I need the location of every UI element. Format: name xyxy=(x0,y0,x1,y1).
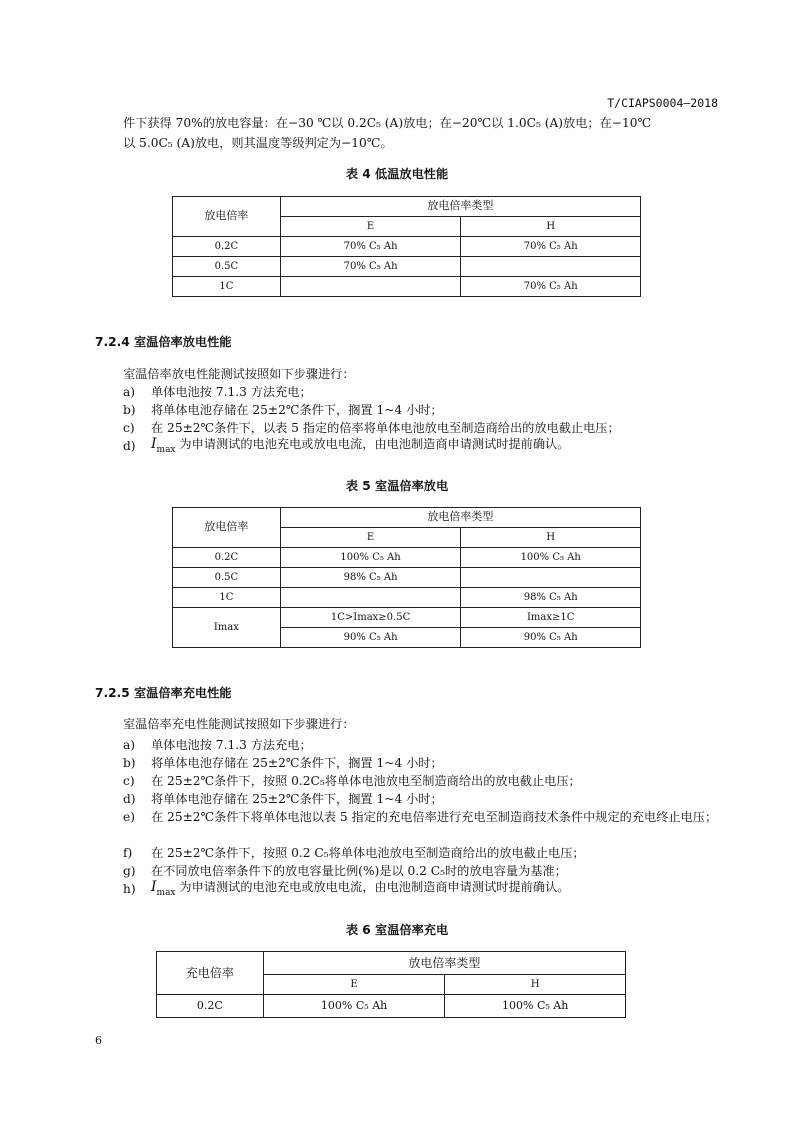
item-h-text: 为申请测试的电池充电或放电电流，由电池制造商申请测试时提前确认。 xyxy=(175,880,570,895)
table-row xyxy=(173,608,641,628)
table5-cell-h: 90% C₅ Ah xyxy=(461,628,641,648)
table6 xyxy=(156,951,626,1018)
list-text: 将单体电池存储在 25±2℃条件下，搁置 1~4 小时； xyxy=(151,791,443,806)
list-mark: a) xyxy=(123,384,136,399)
table-row xyxy=(173,237,641,257)
imax-subscript: max xyxy=(156,445,176,456)
table4-cell-rate: 1C xyxy=(173,277,281,297)
imax-letter: I xyxy=(151,879,157,896)
table5-type-header: 放电倍率类型 xyxy=(280,508,640,528)
list-text: 将单体电池存储在 25±2℃条件下，搁置 1~4 小时； xyxy=(151,755,443,770)
list-item xyxy=(123,754,723,772)
table4-cell-e xyxy=(280,277,461,297)
list-mark: e) xyxy=(123,810,135,824)
table5-caption: 表 5 室温倍率放电 xyxy=(345,479,449,493)
imax-symbol xyxy=(151,879,176,899)
list-item xyxy=(123,880,723,898)
table6-cell-e: 100% C₅ Ah xyxy=(263,995,445,1018)
table5-cell-e xyxy=(280,588,461,608)
list-text xyxy=(151,877,569,900)
section-7-2-4-intro: 室温倍率放电性能测试按照如下步骤进行： xyxy=(123,367,355,381)
list-mark: c) xyxy=(123,773,135,788)
table4 xyxy=(172,196,641,297)
table4-cell-e: 70% C₅ Ah xyxy=(280,257,461,277)
table4-caption: 表 4 低温放电性能 xyxy=(345,167,449,181)
list-mark: h) xyxy=(123,881,136,896)
list-text xyxy=(151,434,569,457)
table6-rate-header: 充电倍率 xyxy=(157,952,264,995)
table5-cell-h-cond: Imax≥1C xyxy=(461,608,641,628)
table6-cell-h: 100% C₅ Ah xyxy=(445,995,626,1018)
list-text: 单体电池按 7.1.3 方法充电； xyxy=(151,737,312,752)
list-item xyxy=(123,772,723,790)
table4-type-e: E xyxy=(280,217,461,237)
table5-cell-rate: 0.2C xyxy=(173,548,281,568)
table5-cell-e: 90% C₅ Ah xyxy=(280,628,461,648)
list-mark: a) xyxy=(123,737,136,752)
table-row xyxy=(173,548,641,568)
table4-cell-h xyxy=(461,257,641,277)
list-item xyxy=(123,844,723,862)
list-item xyxy=(123,383,723,401)
list-mark: b) xyxy=(123,755,136,770)
table5-type-h: H xyxy=(461,528,641,548)
section-7-2-5-intro: 室温倍率充电性能测试按照如下步骤进行： xyxy=(123,717,355,731)
imax-subscript: max xyxy=(156,888,176,899)
table-row xyxy=(173,257,641,277)
list-text: 在 25±2℃条件下，以表 5 指定的倍率将单体电池放电至制造商给出的放电截止电压； xyxy=(151,420,620,435)
item-d-text: 为申请测试的电池充电或放电电流，由电池制造商申请测试时提前确认。 xyxy=(175,437,570,452)
table-row xyxy=(173,588,641,608)
intro-line-1: 件下获得 70%的放电容量：在−30 ℃以 0.2C₅ (A)放电；在−20℃以 1.0C₅ (A)放电；在−10℃ xyxy=(123,116,652,130)
section-7-2-5-list xyxy=(123,736,723,898)
table5-cell-h: 100% C₅ Ah xyxy=(461,548,641,568)
list-text: 在 25±2℃条件下，按照 0.2 C₅将单体电池放电至制造商给出的放电截止电压； xyxy=(151,845,585,860)
list-text: 在 25±2℃条件下将单体电池以表 5 指定的充电倍率进行充电至制造商技术条件中规定的充电终止电压； xyxy=(151,810,718,824)
list-mark: d) xyxy=(123,438,136,453)
table-row xyxy=(173,568,641,588)
intro-line-2: 以 5.0C₅ (A)放电，则其温度等级判定为−10℃。 xyxy=(123,136,393,150)
table-row xyxy=(173,277,641,297)
table5-cell-e: 100% C₅ Ah xyxy=(280,548,461,568)
table5-cell-rate: 0.5C xyxy=(173,568,281,588)
table5-cell-h: 98% C₅ Ah xyxy=(461,588,641,608)
table4-cell-h: 70% C₅ Ah xyxy=(461,277,641,297)
imax-symbol xyxy=(151,436,176,456)
table5-cell-e-cond: 1C>Imax≥0.5C xyxy=(280,608,461,628)
list-item xyxy=(123,736,723,754)
table5-cell-e: 98% C₅ Ah xyxy=(280,568,461,588)
table6-type-e: E xyxy=(263,975,445,995)
list-mark: b) xyxy=(123,402,136,417)
table5-cell-h xyxy=(461,568,641,588)
table6-type-header: 放电倍率类型 xyxy=(263,952,625,975)
list-text: 在 25±2℃条件下，按照 0.2C₅将单体电池放电至制造商给出的放电截止电压； xyxy=(151,773,581,788)
section-7-2-4-title: 7.2.4 室温倍率放电性能 xyxy=(95,335,232,349)
table6-cell-rate: 0.2C xyxy=(157,995,264,1018)
list-text: 在不同放电倍率条件下的放电容量比例(%)是以 0.2 C₅时的放电容量为基准； xyxy=(151,863,567,878)
section-7-2-5-title: 7.2.5 室温倍率充电性能 xyxy=(95,686,232,700)
list-item xyxy=(123,401,723,419)
table5-cell-rate: 1C xyxy=(173,588,281,608)
list-item xyxy=(123,437,723,455)
table5-rate-header: 放电倍率 xyxy=(173,508,281,548)
list-mark: d) xyxy=(123,791,136,806)
list-mark: g) xyxy=(123,863,136,878)
imax-letter: I xyxy=(151,436,157,453)
list-item xyxy=(123,808,723,844)
table5 xyxy=(172,507,641,648)
list-mark: c) xyxy=(123,420,135,435)
table4-cell-h: 70% C₅ Ah xyxy=(461,237,641,257)
list-text: 单体电池按 7.1.3 方法充电； xyxy=(151,384,312,399)
section-7-2-4-list xyxy=(123,383,723,455)
table4-cell-rate: 0.2C xyxy=(173,237,281,257)
table4-cell-rate: 0.5C xyxy=(173,257,281,277)
table4-type-header: 放电倍率类型 xyxy=(280,197,640,217)
table5-cell-rate: Imax xyxy=(173,608,281,648)
table-row xyxy=(157,995,626,1018)
table4-type-h: H xyxy=(461,217,641,237)
list-mark: f) xyxy=(123,845,133,860)
table6-type-h: H xyxy=(445,975,626,995)
document-code: T/CIAPS0004—2018 xyxy=(607,96,718,110)
table5-type-e: E xyxy=(280,528,461,548)
page-number: 6 xyxy=(95,1034,102,1047)
table4-rate-header: 放电倍率 xyxy=(173,197,281,237)
table6-caption: 表 6 室温倍率充电 xyxy=(345,923,449,937)
table4-cell-e: 70% C₅ Ah xyxy=(280,237,461,257)
list-item xyxy=(123,790,723,808)
list-text: 将单体电池存储在 25±2℃条件下，搁置 1~4 小时； xyxy=(151,402,443,417)
